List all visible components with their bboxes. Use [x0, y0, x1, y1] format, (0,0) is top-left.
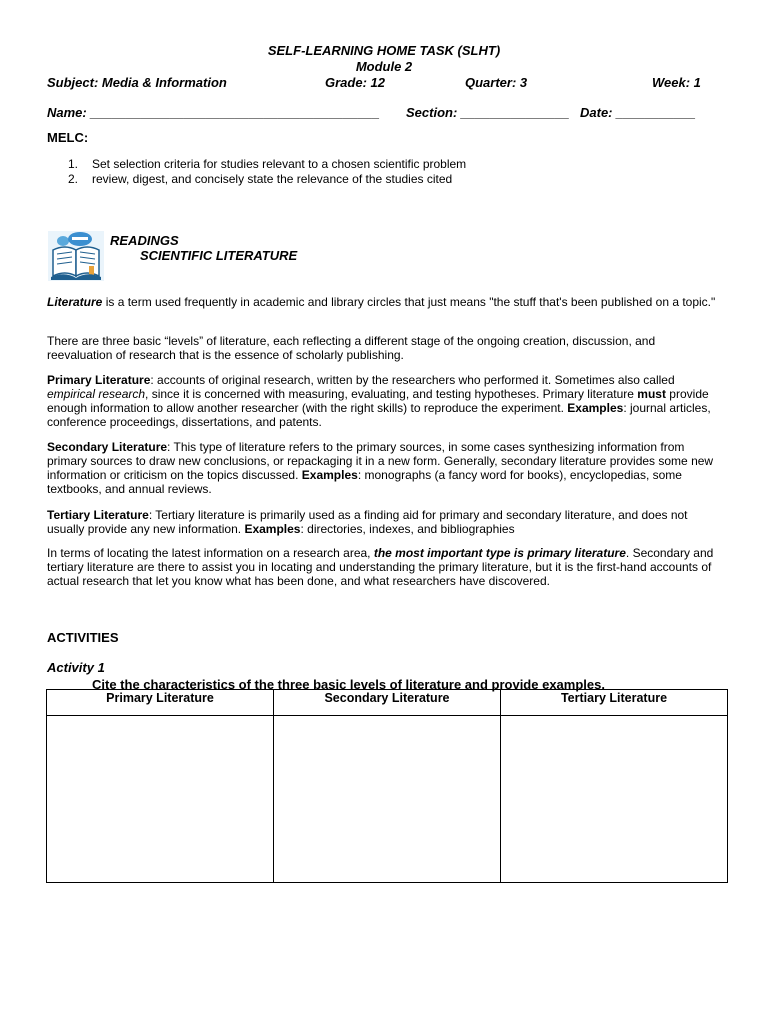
paragraph-tertiary [47, 508, 723, 536]
name-field: Name: ________________________________________ [47, 105, 380, 120]
grade-label: Grade: 12 [325, 75, 385, 90]
subject-label: Subject: Media & Information [47, 75, 227, 90]
column-header-secondary: Secondary Literature [274, 690, 501, 716]
list-text: Set selection criteria for studies relevant to a chosen scientific problem [92, 157, 467, 171]
examples-label: Examples [244, 522, 301, 536]
paragraph-levels [47, 334, 723, 362]
table-header-row [47, 690, 728, 716]
term-secondary: Secondary Literature [47, 440, 168, 454]
paragraph-text: provide enough information to allow another researcher (with the right skills) to reproduce the experiment. [47, 387, 709, 415]
module-label: Module 2 [355, 59, 413, 74]
paragraph-text: is a term used frequently in academic and library circles that just means "the stuff that's been published on a topic." [102, 295, 716, 309]
paragraph-primary [47, 373, 723, 429]
list-text: review, digest, and concisely state the relevance of the studies cited [92, 172, 453, 186]
readings-subheading: SCIENTIFIC LITERATURE [140, 248, 298, 263]
table-row [47, 716, 728, 883]
week-label: Week: 1 [652, 75, 701, 90]
activities-heading: ACTIVITIES [47, 630, 119, 645]
paragraph-text: : directories, indexes, and bibliographies [300, 522, 515, 536]
melc-list [68, 157, 466, 187]
list-number: 1. [68, 157, 79, 171]
activity-title: Activity 1 [47, 660, 105, 675]
document-title: SELF-LEARNING HOME TASK (SLHT) [267, 43, 501, 58]
list-item [68, 172, 466, 187]
paragraph-text: : journal articles, conference proceedings, dissertations, and patents. [47, 401, 711, 429]
column-header-tertiary: Tertiary Literature [501, 690, 728, 716]
paragraph-text: In terms of locating the latest information on a research area, [47, 546, 374, 560]
list-item [68, 157, 466, 172]
column-header-primary: Primary Literature [47, 690, 274, 716]
paragraph-text: There are three basic “levels” of literature, each reflecting a different stage of the ongoing creation, discussion, and reevaluation of research that is the essence of scholarly publishing. [47, 334, 656, 362]
paragraph-text: : monographs (a fancy word for books), encyclopedias, some textbooks, and annual reviews. [47, 468, 682, 496]
list-number: 2. [68, 172, 79, 186]
book-icon [47, 230, 105, 282]
readings-heading: READINGS [110, 233, 179, 248]
paragraph-text: : This type of literature refers to the primary sources, in some cases synthesizing information from primary sources to draw new conclusions, or repackaging it in a new form. Generally, secondary literature provides some new information or criticism on the topics discussed. [47, 440, 714, 482]
date-field: Date: ___________ [580, 105, 696, 120]
paragraph-text: : accounts of original research, written by the researchers who performed it. Sometimes also called [150, 373, 675, 387]
paragraph-locating [47, 546, 723, 588]
section-field: Section: _______________ [406, 105, 570, 120]
literature-table [46, 689, 728, 883]
answer-cell-primary[interactable] [47, 716, 274, 883]
answer-cell-secondary[interactable] [274, 716, 501, 883]
examples-label: Examples [301, 468, 358, 482]
paragraph-literature [47, 295, 723, 309]
emphasis-primary-important: the most important type is primary literature [373, 546, 626, 560]
term-empirical: empirical research [47, 387, 146, 401]
term-tertiary: Tertiary Literature [47, 508, 149, 522]
paragraph-text: : Tertiary literature is primarily used as a finding aid for primary and secondary literature, and does not usually provide any new information. [47, 508, 688, 536]
paragraph-text: . Secondary and tertiary literature are there to assist you in locating and understanding the primary literature, but it is the first-hand accounts of actual research that let you know what has been done, and what researchers have discovered. [47, 546, 714, 588]
paragraph-secondary [47, 440, 723, 496]
answer-cell-tertiary[interactable] [501, 716, 728, 883]
activity-instruction: Cite the characteristics of the three basic levels of literature and provide examples. [92, 677, 605, 692]
quarter-label: Quarter: 3 [465, 75, 528, 90]
term-must: must [637, 387, 666, 401]
melc-heading: MELC: [47, 130, 89, 145]
paragraph-text: , since it is concerned with measuring, evaluating, and testing hypotheses. Primary literature [145, 387, 638, 401]
term-literature: Literature [47, 295, 103, 309]
term-primary: Primary Literature [47, 373, 151, 387]
examples-label: Examples [567, 401, 624, 415]
